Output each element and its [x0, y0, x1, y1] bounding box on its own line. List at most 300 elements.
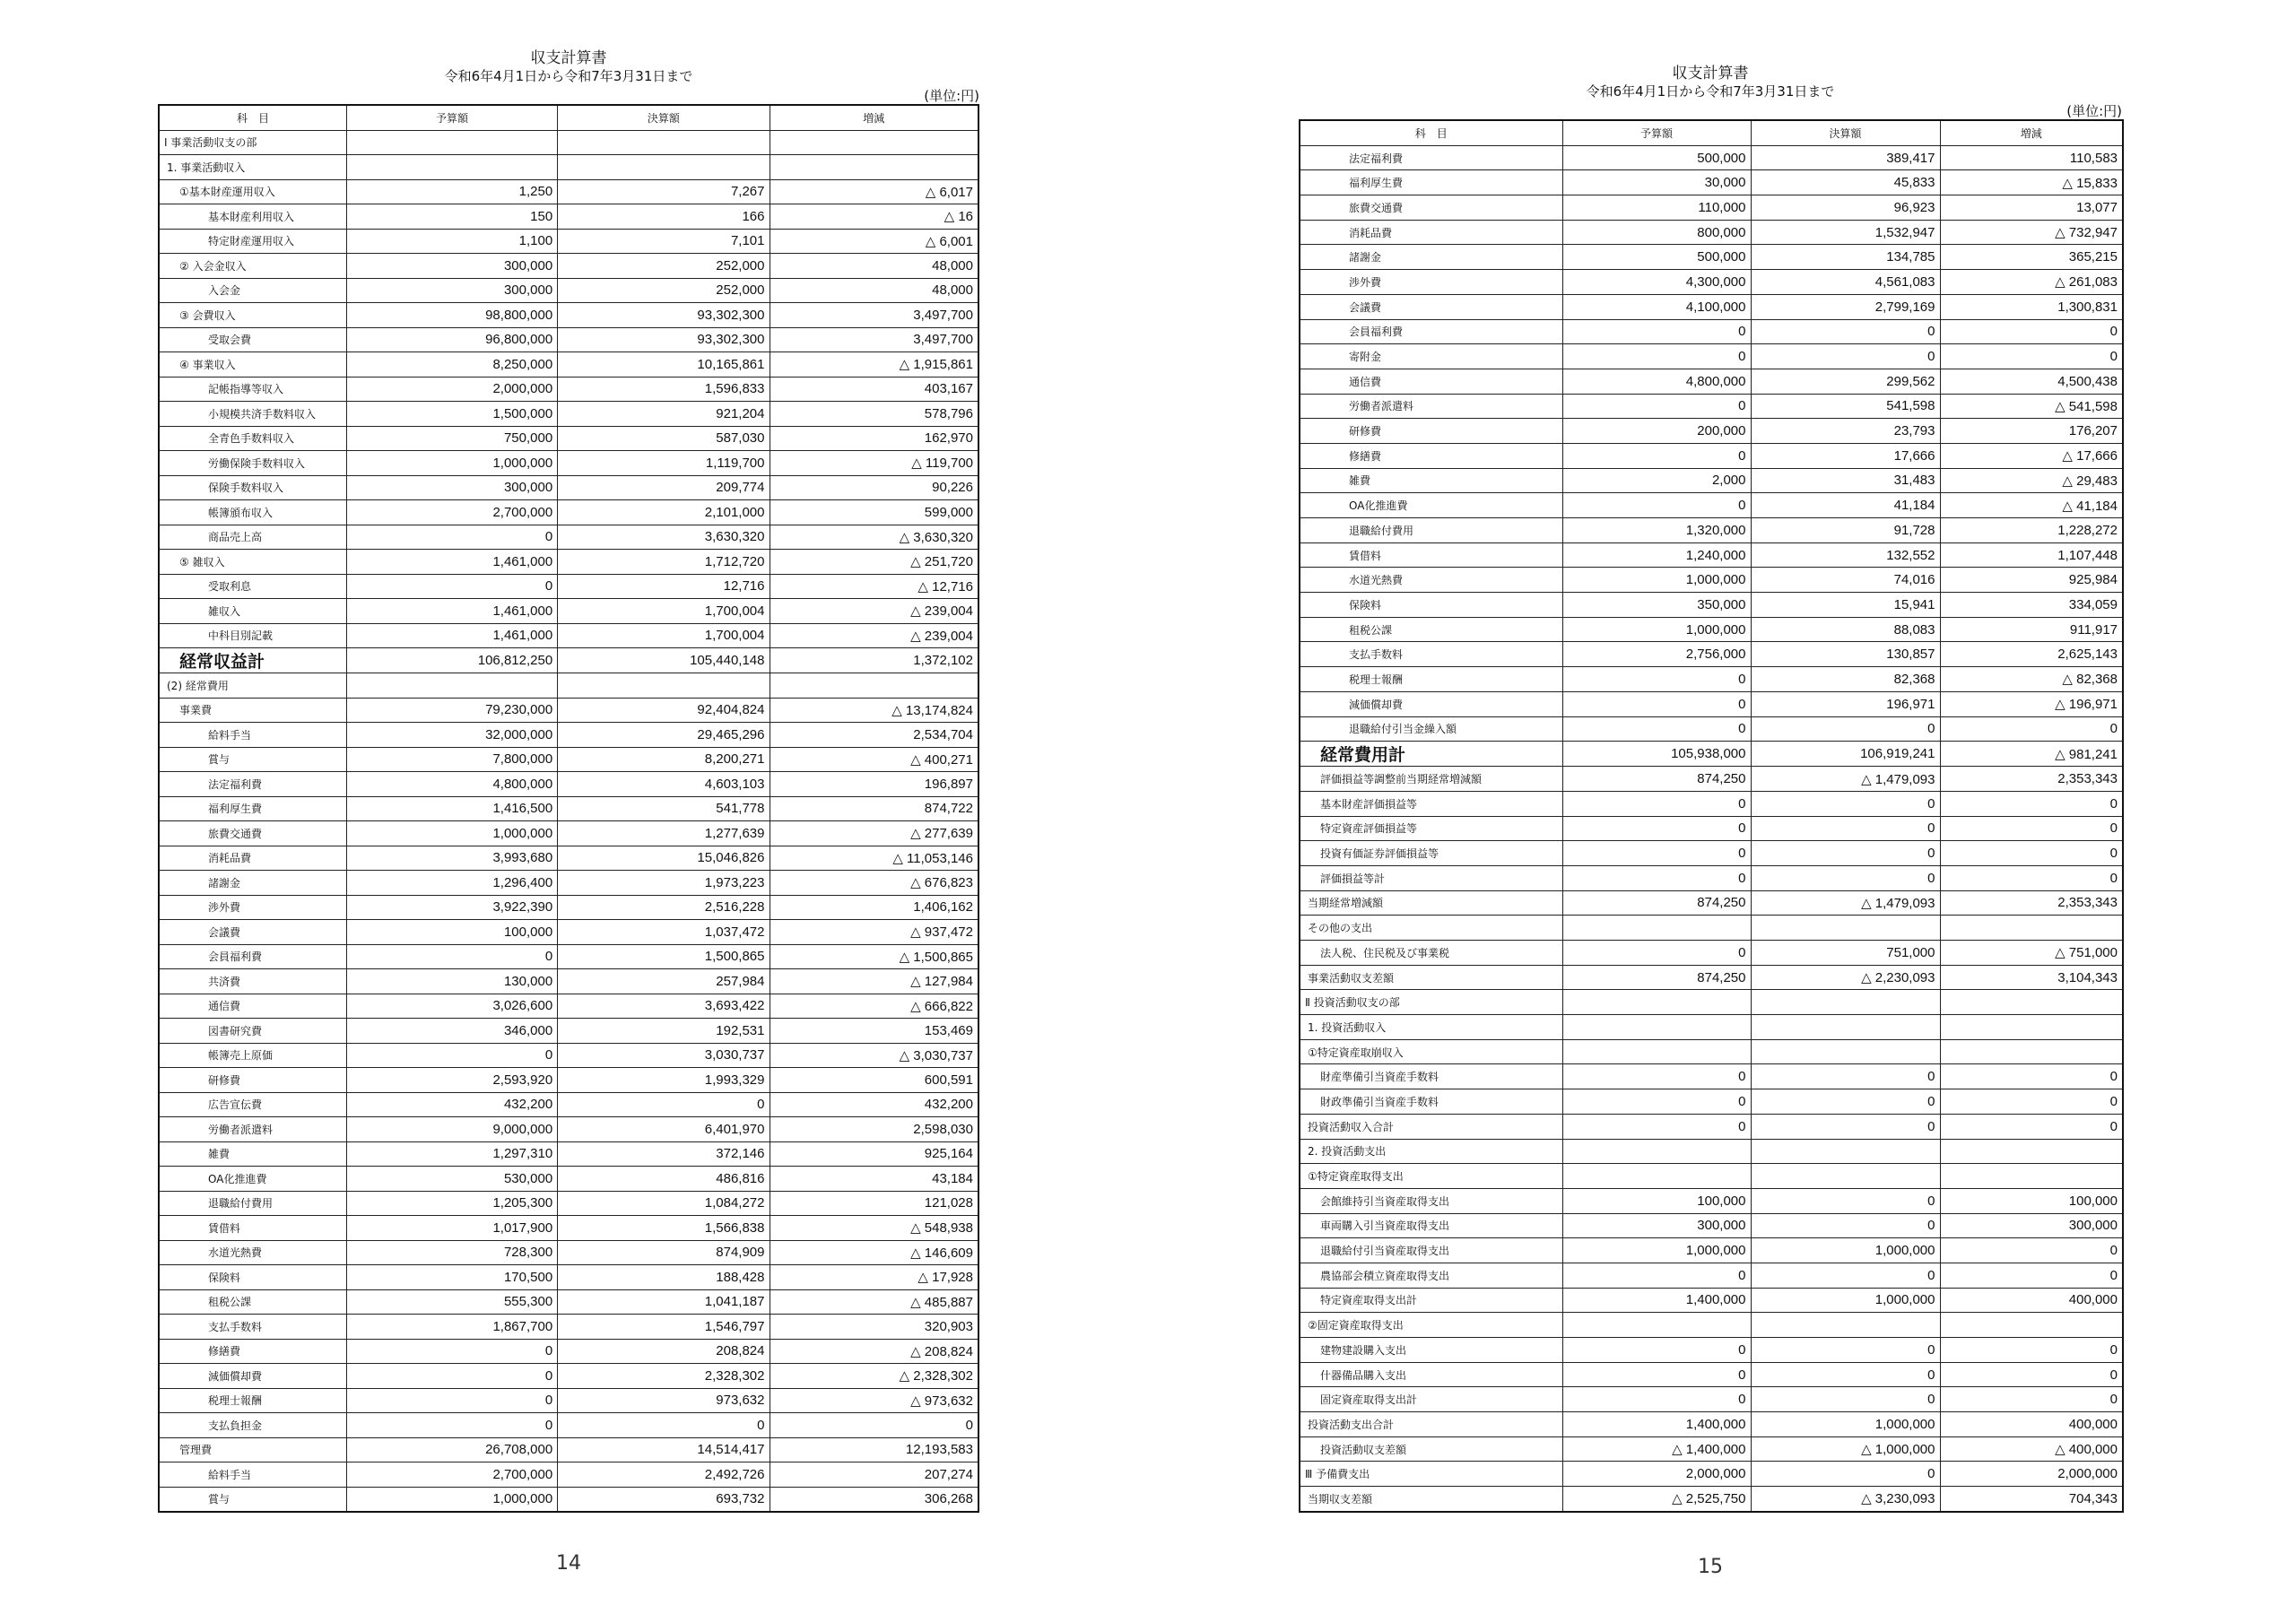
budget-cell: 9,000,000 [346, 1117, 557, 1142]
actual-cell: 132,552 [1751, 542, 1940, 568]
budget-cell: 1,296,400 [346, 871, 557, 896]
budget-cell: 0 [1562, 716, 1751, 742]
difference-cell: 48,000 [770, 254, 978, 279]
difference-cell: 162,970 [770, 426, 978, 451]
difference-cell: △ 3,030,737 [770, 1043, 978, 1068]
actual-cell: 105,440,148 [558, 648, 770, 673]
actual-cell: 1,993,329 [558, 1068, 770, 1093]
row-label-cell: 福利厚生費 [159, 796, 346, 821]
budget-cell [1562, 990, 1751, 1015]
actual-cell: 1,700,004 [558, 623, 770, 648]
budget-cell: 0 [1562, 791, 1751, 816]
difference-cell: 2,534,704 [770, 723, 978, 748]
actual-cell [558, 673, 770, 699]
budget-cell [346, 673, 557, 699]
difference-cell: 400,000 [1940, 1288, 2123, 1313]
actual-cell: 0 [1751, 1338, 1940, 1363]
row-label-cell: (2) 経常費用 [159, 673, 346, 699]
actual-cell: 2,101,000 [558, 500, 770, 525]
table-row [159, 1339, 978, 1364]
difference-cell: △ 261,083 [1940, 270, 2123, 295]
actual-cell: △ 1,479,093 [1751, 890, 1940, 916]
row-label-cell: 賞与 [159, 747, 346, 772]
table-row [1300, 691, 2123, 716]
row-label-cell: 管理費 [159, 1437, 346, 1462]
row-label-cell: 労働保険手数料収入 [159, 451, 346, 476]
table-header-row [159, 105, 978, 130]
budget-cell: 1,240,000 [1562, 542, 1751, 568]
actual-cell: 8,200,271 [558, 747, 770, 772]
row-label-cell: 財政準備引当資産手数料 [1300, 1089, 1562, 1115]
difference-cell: △ 208,824 [770, 1339, 978, 1364]
actual-cell: 0 [1751, 344, 1940, 369]
row-label-cell: 農協部会積立資産取得支出 [1300, 1263, 1562, 1288]
row-label-cell: 事業費 [159, 698, 346, 723]
row-label-cell: 雑収入 [159, 599, 346, 624]
difference-cell: △ 251,720 [770, 550, 978, 575]
row-label-cell: 財産準備引当資産手数料 [1300, 1064, 1562, 1089]
row-label-cell: 特定資産取得支出計 [1300, 1288, 1562, 1313]
table-row [1300, 965, 2123, 990]
budget-cell: 0 [1562, 1263, 1751, 1288]
row-label-cell: 小規模共済手数料収入 [159, 402, 346, 427]
budget-cell: 346,000 [346, 1019, 557, 1044]
budget-cell: 3,993,680 [346, 846, 557, 871]
row-label-cell: 投資活動収支差額 [1300, 1436, 1562, 1462]
budget-cell: 105,938,000 [1562, 742, 1751, 767]
budget-cell: 750,000 [346, 426, 557, 451]
budget-cell: 500,000 [1562, 145, 1751, 170]
row-label-cell: ⑤ 雑収入 [159, 550, 346, 575]
actual-cell: 0 [1751, 1213, 1940, 1238]
row-label-cell: 支払手数料 [1300, 642, 1562, 667]
actual-cell: 1,973,223 [558, 871, 770, 896]
actual-cell: △ 3,230,093 [1751, 1487, 1940, 1512]
row-label-cell: 減価償却費 [159, 1364, 346, 1389]
table-row [1300, 1188, 2123, 1213]
actual-cell: 166 [558, 204, 770, 230]
difference-cell: 43,184 [770, 1167, 978, 1192]
row-label-cell: 什器備品購入支出 [1300, 1362, 1562, 1387]
difference-cell: 2,353,343 [1940, 767, 2123, 792]
budget-cell: 0 [346, 1388, 557, 1413]
row-label-cell: ①特定資産取崩収入 [1300, 1039, 1562, 1064]
difference-cell: △ 400,000 [1940, 1436, 2123, 1462]
difference-cell [770, 155, 978, 180]
table-row [1300, 294, 2123, 319]
actual-cell: 17,666 [1751, 443, 1940, 468]
table-row [159, 130, 978, 155]
actual-cell: 257,984 [558, 969, 770, 994]
budget-cell: △ 2,525,750 [1562, 1487, 1751, 1512]
budget-cell: 300,000 [346, 278, 557, 303]
row-label-cell: その他の支出 [1300, 916, 1562, 941]
actual-cell: 93,302,300 [558, 327, 770, 352]
difference-cell: 2,625,143 [1940, 642, 2123, 667]
difference-cell: 90,226 [770, 475, 978, 500]
row-label-cell: 商品売上高 [159, 525, 346, 550]
difference-cell: 0 [1940, 865, 2123, 890]
row-label-cell: 給料手当 [159, 1462, 346, 1488]
table-row [1300, 518, 2123, 543]
difference-cell: 0 [1940, 716, 2123, 742]
header-budget: 予算額 [1562, 120, 1751, 145]
actual-cell: 0 [558, 1413, 770, 1438]
difference-cell: △ 13,174,824 [770, 698, 978, 723]
row-label-cell: 旅費交通費 [159, 821, 346, 846]
actual-cell: 29,465,296 [558, 723, 770, 748]
actual-cell: 1,277,639 [558, 821, 770, 846]
budget-cell: 3,922,390 [346, 895, 557, 920]
difference-cell: △ 1,915,861 [770, 352, 978, 378]
difference-cell: △ 239,004 [770, 623, 978, 648]
row-label-cell: 通信費 [1300, 369, 1562, 394]
budget-cell [1562, 1139, 1751, 1164]
table-row [159, 871, 978, 896]
row-label-cell: 特定資産評価損益等 [1300, 816, 1562, 841]
row-label-cell: Ⅱ 投資活動収支の部 [1300, 990, 1562, 1015]
difference-cell: △ 548,938 [770, 1216, 978, 1241]
actual-cell: 921,204 [558, 402, 770, 427]
row-label-cell: 中科目別記載 [159, 623, 346, 648]
actual-cell [1751, 1015, 1940, 1040]
difference-cell: △ 82,368 [1940, 667, 2123, 692]
actual-cell: 0 [1751, 1462, 1940, 1487]
budget-cell: 4,300,000 [1562, 270, 1751, 295]
table-row [159, 1437, 978, 1462]
table-row [1300, 791, 2123, 816]
actual-cell: 0 [1751, 1387, 1940, 1412]
actual-cell [558, 130, 770, 155]
budget-cell: 98,800,000 [346, 303, 557, 328]
budget-cell: 0 [1562, 941, 1751, 966]
actual-cell: 1,000,000 [1751, 1412, 1940, 1437]
table-row [1300, 568, 2123, 593]
row-label-cell: OA化推進費 [159, 1167, 346, 1192]
actual-cell: 1,532,947 [1751, 220, 1940, 245]
row-label-cell: 消耗品費 [159, 846, 346, 871]
difference-cell [1940, 1313, 2123, 1338]
row-label-cell: 退職給付引当金繰入額 [1300, 716, 1562, 742]
budget-cell: 0 [1562, 319, 1751, 344]
actual-cell: 74,016 [1751, 568, 1940, 593]
actual-cell: 31,483 [1751, 468, 1940, 493]
row-label-cell: 全青色手数料収入 [159, 426, 346, 451]
income-expense-table [1299, 119, 2124, 1513]
row-label-cell: 雑費 [1300, 468, 1562, 493]
row-label-cell: 水道光熱費 [1300, 568, 1562, 593]
budget-cell: 300,000 [346, 475, 557, 500]
row-label-cell: 通信費 [159, 994, 346, 1019]
difference-cell: 432,200 [770, 1092, 978, 1117]
actual-cell: 0 [1751, 865, 1940, 890]
table-row [1300, 419, 2123, 444]
table-row [159, 623, 978, 648]
actual-cell: 134,785 [1751, 245, 1940, 270]
row-label-cell: ③ 会費収入 [159, 303, 346, 328]
page-15 [1299, 65, 2122, 1578]
budget-cell: 4,800,000 [1562, 369, 1751, 394]
budget-cell: 106,812,250 [346, 648, 557, 673]
actual-cell: 208,824 [558, 1339, 770, 1364]
budget-cell: 0 [346, 1339, 557, 1364]
table-row [1300, 1338, 2123, 1363]
actual-cell [558, 155, 770, 180]
budget-cell: 300,000 [346, 254, 557, 279]
difference-cell: 2,353,343 [1940, 890, 2123, 916]
actual-cell: 0 [1751, 319, 1940, 344]
difference-cell: 48,000 [770, 278, 978, 303]
difference-cell: △ 12,716 [770, 574, 978, 599]
difference-cell: 1,300,831 [1940, 294, 2123, 319]
table-row [159, 377, 978, 402]
budget-cell: 1,205,300 [346, 1191, 557, 1216]
header-difference: 増減 [770, 105, 978, 130]
difference-cell: △ 17,666 [1940, 443, 2123, 468]
table-row [159, 1141, 978, 1167]
actual-cell: 14,514,417 [558, 1437, 770, 1462]
table-row [159, 969, 978, 994]
row-label-cell: 記帳指導等収入 [159, 377, 346, 402]
table-row [159, 648, 978, 673]
budget-cell: △ 1,400,000 [1562, 1436, 1751, 1462]
difference-cell [1940, 1015, 2123, 1040]
table-row [1300, 1436, 2123, 1462]
row-label-cell: 保険手数料収入 [159, 475, 346, 500]
budget-cell: 0 [1562, 841, 1751, 866]
table-row [159, 747, 978, 772]
document-title: 収支計算書 [1672, 65, 1749, 82]
table-row [1300, 1164, 2123, 1189]
table-row [1300, 1387, 2123, 1412]
header-item: 科 目 [1300, 120, 1562, 145]
actual-cell: 1,084,272 [558, 1191, 770, 1216]
difference-cell: 1,228,272 [1940, 518, 2123, 543]
difference-cell: 0 [1940, 344, 2123, 369]
actual-cell: 541,778 [558, 796, 770, 821]
page-number: 14 [556, 1552, 581, 1575]
table-body-left [159, 130, 978, 1512]
actual-cell: 2,516,228 [558, 895, 770, 920]
budget-cell: 874,250 [1562, 890, 1751, 916]
table-row [159, 698, 978, 723]
actual-cell: 587,030 [558, 426, 770, 451]
actual-cell: 82,368 [1751, 667, 1940, 692]
row-label-cell: 給料手当 [159, 723, 346, 748]
row-label-cell: 水道光熱費 [159, 1240, 346, 1265]
table-row [159, 1240, 978, 1265]
table-row [159, 1117, 978, 1142]
row-label-cell: ② 入会金収入 [159, 254, 346, 279]
table-row [159, 525, 978, 550]
row-label-cell: 帳簿頒布収入 [159, 500, 346, 525]
budget-cell: 350,000 [1562, 593, 1751, 618]
actual-cell: 252,000 [558, 254, 770, 279]
actual-cell: 88,083 [1751, 617, 1940, 642]
budget-cell: 300,000 [1562, 1213, 1751, 1238]
row-label-cell: 固定資産取得支出計 [1300, 1387, 1562, 1412]
row-label-cell: 評価損益等調整前当期経常増減額 [1300, 767, 1562, 792]
row-label-cell: 評価損益等計 [1300, 865, 1562, 890]
actual-cell [1751, 1039, 1940, 1064]
budget-cell: 0 [346, 574, 557, 599]
row-label-cell: 建物建設購入支出 [1300, 1338, 1562, 1363]
table-row [159, 500, 978, 525]
table-row [159, 1191, 978, 1216]
budget-cell: 1,000,000 [1562, 568, 1751, 593]
actual-cell: △ 2,230,093 [1751, 965, 1940, 990]
row-label-cell: 租税公課 [1300, 617, 1562, 642]
table-row [1300, 990, 2123, 1015]
header-budget: 予算額 [346, 105, 557, 130]
actual-cell: 45,833 [1751, 170, 1940, 195]
budget-cell: 0 [1562, 1114, 1751, 1139]
row-label-cell: 修繕費 [1300, 443, 1562, 468]
actual-cell: 130,857 [1751, 642, 1940, 667]
budget-cell: 8,250,000 [346, 352, 557, 378]
row-label-cell: 渉外費 [159, 895, 346, 920]
actual-cell: 15,046,826 [558, 846, 770, 871]
budget-cell: 4,100,000 [1562, 294, 1751, 319]
budget-cell: 1,400,000 [1562, 1412, 1751, 1437]
actual-cell: 1,041,187 [558, 1289, 770, 1315]
table-row [159, 1315, 978, 1340]
budget-cell: 0 [1562, 443, 1751, 468]
actual-cell: 1,119,700 [558, 451, 770, 476]
budget-cell: 1,461,000 [346, 623, 557, 648]
budget-cell: 0 [1562, 1338, 1751, 1363]
actual-cell: 751,000 [1751, 941, 1940, 966]
budget-cell: 3,026,600 [346, 994, 557, 1019]
budget-cell [1562, 1313, 1751, 1338]
row-label-cell: 入会金 [159, 278, 346, 303]
actual-cell: 192,531 [558, 1019, 770, 1044]
budget-cell: 0 [1562, 1387, 1751, 1412]
difference-cell: 196,897 [770, 772, 978, 797]
budget-cell [1562, 1015, 1751, 1040]
document-title: 収支計算書 [530, 49, 607, 67]
row-label-cell: ④ 事業収入 [159, 352, 346, 378]
row-label-cell: 法定福利費 [159, 772, 346, 797]
difference-cell: 925,164 [770, 1141, 978, 1167]
budget-cell: 4,800,000 [346, 772, 557, 797]
budget-cell: 1,250 [346, 179, 557, 204]
table-row [1300, 195, 2123, 221]
budget-cell: 530,000 [346, 1167, 557, 1192]
budget-cell: 1,000,000 [346, 451, 557, 476]
actual-cell: △ 1,000,000 [1751, 1436, 1940, 1462]
table-row [1300, 1487, 2123, 1512]
difference-cell: 320,903 [770, 1315, 978, 1340]
row-label-cell: 投資活動収入合計 [1300, 1114, 1562, 1139]
table-row [159, 1167, 978, 1192]
table-row [159, 1019, 978, 1044]
actual-cell: 1,500,865 [558, 944, 770, 969]
table-row [159, 475, 978, 500]
table-row [159, 1462, 978, 1488]
row-label-cell: 賞与 [159, 1487, 346, 1512]
budget-cell: 130,000 [346, 969, 557, 994]
actual-cell: 91,728 [1751, 518, 1940, 543]
actual-cell: 1,712,720 [558, 550, 770, 575]
budget-cell [346, 130, 557, 155]
difference-cell: 13,077 [1940, 195, 2123, 221]
row-label-cell: 研修費 [159, 1068, 346, 1093]
budget-cell: 728,300 [346, 1240, 557, 1265]
table-row [1300, 220, 2123, 245]
difference-cell: △ 2,328,302 [770, 1364, 978, 1389]
table-row [159, 1265, 978, 1290]
row-label-cell: 特定財産運用収入 [159, 229, 346, 254]
budget-cell: 100,000 [346, 920, 557, 945]
table-row [159, 1413, 978, 1438]
row-label-cell: ①特定資産取得支出 [1300, 1164, 1562, 1189]
table-row [159, 278, 978, 303]
row-label-cell: 税理士報酬 [1300, 667, 1562, 692]
actual-cell: 486,816 [558, 1167, 770, 1192]
actual-cell: 0 [558, 1092, 770, 1117]
table-row [1300, 742, 2123, 767]
table-row [159, 327, 978, 352]
actual-cell: 3,630,320 [558, 525, 770, 550]
budget-cell: 7,800,000 [346, 747, 557, 772]
difference-cell: 0 [1940, 1362, 2123, 1387]
table-row [1300, 394, 2123, 419]
row-label-cell: 修繕費 [159, 1339, 346, 1364]
difference-cell: 0 [1940, 1338, 2123, 1363]
table-row [1300, 468, 2123, 493]
table-row [159, 155, 978, 180]
budget-cell: 1,867,700 [346, 1315, 557, 1340]
difference-cell: 110,583 [1940, 145, 2123, 170]
difference-cell: 600,591 [770, 1068, 978, 1093]
difference-cell: 911,917 [1940, 617, 2123, 642]
table-row [1300, 617, 2123, 642]
actual-cell: 4,603,103 [558, 772, 770, 797]
table-row [159, 920, 978, 945]
budget-cell: 0 [1562, 667, 1751, 692]
table-row [1300, 245, 2123, 270]
budget-cell: 0 [1562, 1064, 1751, 1089]
difference-cell: 0 [1940, 1089, 2123, 1115]
difference-cell [770, 130, 978, 155]
actual-cell [1751, 1164, 1940, 1189]
difference-cell: 0 [1940, 1238, 2123, 1263]
difference-cell: 0 [1940, 319, 2123, 344]
budget-cell: 0 [1562, 344, 1751, 369]
difference-cell: 3,104,343 [1940, 965, 2123, 990]
page-number: 15 [1698, 1555, 1723, 1578]
row-label-cell: Ⅲ 予備費支出 [1300, 1462, 1562, 1487]
actual-cell: 1,000,000 [1751, 1238, 1940, 1263]
document-period: 令和6年4月1日から令和7年3月31日まで [444, 68, 693, 84]
budget-cell: 0 [346, 1364, 557, 1389]
difference-cell: △ 676,823 [770, 871, 978, 896]
difference-cell: 300,000 [1940, 1213, 2123, 1238]
actual-cell: 15,941 [1751, 593, 1940, 618]
table-row [1300, 1213, 2123, 1238]
row-label-cell: 法定福利費 [1300, 145, 1562, 170]
difference-cell: 0 [1940, 816, 2123, 841]
row-label-cell: 寄附金 [1300, 344, 1562, 369]
budget-cell: 1,320,000 [1562, 518, 1751, 543]
table-row [1300, 270, 2123, 295]
table-row [1300, 1462, 2123, 1487]
table-row [1300, 1362, 2123, 1387]
difference-cell: △ 16 [770, 204, 978, 230]
difference-cell: 334,059 [1940, 593, 2123, 618]
table-row [159, 254, 978, 279]
